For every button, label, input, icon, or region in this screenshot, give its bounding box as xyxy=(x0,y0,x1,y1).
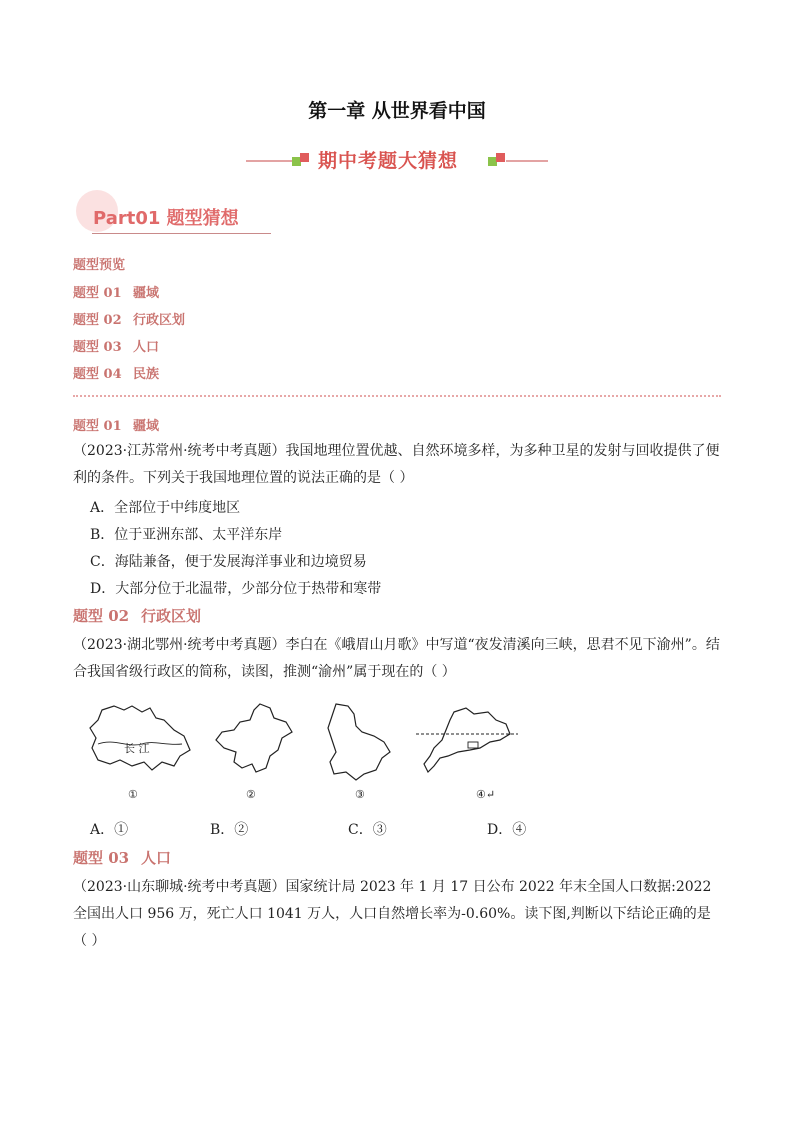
option: D．大部分位于北温带，少部分位于热带和寒带 xyxy=(90,581,382,597)
preview-item xyxy=(73,363,159,382)
banner-right-line xyxy=(506,160,548,162)
banner-square-icon xyxy=(496,153,505,162)
question-text: （2023·山东聊城·统考中考真题）国家统计局 2023 年 1 月 17 日公布 2022 年末全国人口数据:2022 全国出人口 956 万，死亡人口 1041 万人，人口自然增长率为-0.60%。读下图,判断以下结论正确的是（ ） xyxy=(73,879,712,949)
preview-item-label: 行政区划 xyxy=(133,313,186,328)
section-heading xyxy=(73,415,159,434)
map-label: ② xyxy=(246,788,256,801)
map-label: ③ xyxy=(355,788,365,801)
preview-item xyxy=(73,336,159,355)
preview-item xyxy=(73,282,159,301)
section-label: 人口 xyxy=(141,849,172,867)
banner-left-line xyxy=(246,160,294,162)
preview-item-num: 题型 01 xyxy=(73,286,122,301)
river-label: 长 江 xyxy=(124,742,150,755)
section-heading xyxy=(73,847,171,868)
preview-item xyxy=(73,309,185,328)
section-heading xyxy=(73,605,201,626)
dotted-divider xyxy=(73,395,721,397)
option: A．全部位于中纬度地区 xyxy=(90,500,241,516)
question-text: （2023·湖北鄂州·统考中考真题）李白在《峨眉山月歌》中写道“夜发清溪向三峡，思君不见下渝州”。结合我国省级行政区的简称，读图，推测“渝州”属于现在的（ ） xyxy=(73,637,720,680)
section-label: 疆域 xyxy=(133,419,160,434)
province-map-chongqing xyxy=(212,700,296,780)
map-label: ④↵ xyxy=(476,788,496,801)
preview-item-label: 人口 xyxy=(133,340,160,355)
part-underline xyxy=(92,233,271,234)
section-num: 题型 01 xyxy=(73,419,122,434)
banner-square-icon xyxy=(300,153,309,162)
part-title: Part01 题型猜想 xyxy=(93,208,239,229)
option: B．② xyxy=(210,822,249,838)
section-label: 行政区划 xyxy=(141,607,202,625)
preview-item-num: 题型 02 xyxy=(73,313,122,328)
preview-item-num: 题型 04 xyxy=(73,367,122,382)
preview-heading: 题型预览 xyxy=(73,258,126,273)
section-num: 题型 03 xyxy=(73,849,130,867)
option: C．③ xyxy=(348,822,387,838)
option: D．④ xyxy=(487,822,527,838)
page-title: 第一章 从世界看中国 xyxy=(308,100,486,122)
option: A．① xyxy=(90,822,129,838)
province-map-heilongjiang xyxy=(322,700,394,782)
preview-item-num: 题型 03 xyxy=(73,340,122,355)
preview-item-label: 疆域 xyxy=(133,286,160,301)
map-label: ① xyxy=(128,788,138,801)
question-text: （2023·江苏常州·统考中考真题）我国地理位置优越、自然环境多样，为多种卫星的发射与回收提供了便利的条件。下列关于我国地理位置的说法正确的是（ ） xyxy=(73,443,720,486)
option: B．位于亚洲东部、太平洋东岸 xyxy=(90,527,283,543)
province-map-guangdong xyxy=(414,700,524,782)
banner-title: 期中考题大猜想 xyxy=(318,150,459,172)
preview-item-label: 民族 xyxy=(133,367,160,382)
section-num: 题型 02 xyxy=(73,607,130,625)
option: C．海陆兼备，便于发展海洋事业和边境贸易 xyxy=(90,554,367,570)
